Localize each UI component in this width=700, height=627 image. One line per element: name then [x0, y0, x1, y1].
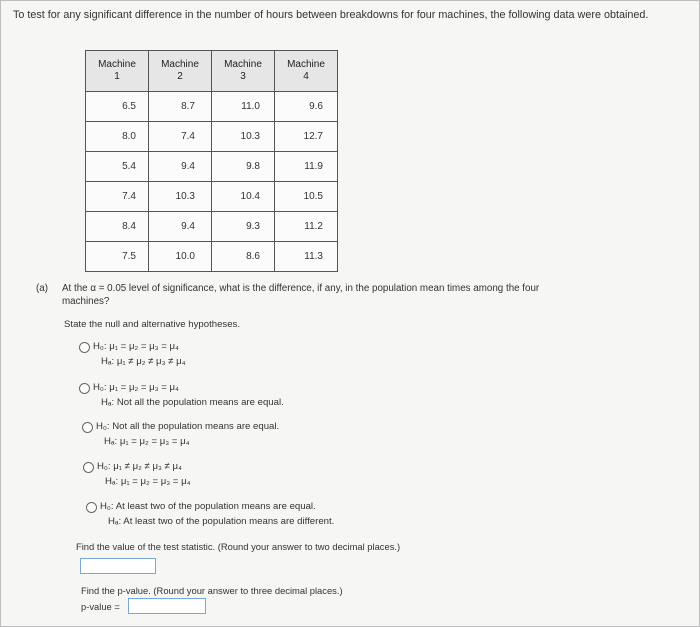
header-machine-2: Machine 2 [149, 51, 212, 92]
table-row [86, 92, 338, 122]
question-line-2: machines? [62, 296, 110, 307]
table-row [86, 242, 338, 272]
data-table [85, 50, 338, 272]
test-statistic-input[interactable] [80, 558, 156, 574]
option-ha: Hₐ: μ₁ = μ₂ = μ₃ = μ₄ [105, 476, 191, 487]
p-value-prompt: Find the p-value. (Round your answer to three decimal places.) [81, 585, 343, 596]
radio-button[interactable] [79, 342, 90, 353]
radio-button[interactable] [83, 462, 94, 473]
table-cell: 5.4 [86, 152, 149, 182]
table-cell: 9.8 [212, 152, 275, 182]
hypothesis-option-5[interactable] [100, 499, 334, 529]
table-row [86, 122, 338, 152]
table-cell: 12.7 [275, 122, 338, 152]
option-h0: H₀: At least two of the population means are equal. [100, 501, 316, 512]
table-cell: 9.4 [149, 152, 212, 182]
hypothesis-option-3[interactable] [96, 419, 279, 449]
hypotheses-instruction: State the null and alternative hypotheses. [64, 319, 241, 330]
header-machine-4: Machine 4 [275, 51, 338, 92]
table-cell: 9.4 [149, 212, 212, 242]
header-machine-1: Machine 1 [86, 51, 149, 92]
table-cell: 7.4 [149, 122, 212, 152]
p-value-input[interactable] [128, 598, 206, 614]
table-row [86, 182, 338, 212]
table-cell: 6.5 [86, 92, 149, 122]
table-cell: 10.4 [212, 182, 275, 212]
table-cell: 10.3 [149, 182, 212, 212]
radio-button[interactable] [86, 502, 97, 513]
option-h0: H₀: Not all the population means are equal. [96, 421, 280, 432]
table-cell: 11.2 [275, 212, 338, 242]
option-ha: Hₐ: μ₁ = μ₂ = μ₃ = μ₄ [104, 436, 190, 447]
part-a-question [36, 282, 656, 308]
hypothesis-option-2[interactable] [93, 380, 284, 410]
option-ha: Hₐ: At least two of the population means are different. [108, 516, 335, 527]
table-cell: 8.6 [212, 242, 275, 272]
question-line-1: At the α = 0.05 level of significance, what is the difference, if any, in the population mean times among the four [62, 283, 540, 294]
hypothesis-option-4[interactable] [97, 459, 191, 489]
option-h0: H₀: μ₁ ≠ μ₂ ≠ μ₃ ≠ μ₄ [97, 461, 182, 472]
hypothesis-option-1[interactable] [93, 339, 186, 369]
table-cell: 10.3 [212, 122, 275, 152]
table-cell: 8.0 [86, 122, 149, 152]
table-cell: 7.5 [86, 242, 149, 272]
table-cell: 8.4 [86, 212, 149, 242]
radio-button[interactable] [79, 383, 90, 394]
radio-button[interactable] [82, 422, 93, 433]
table-cell: 9.3 [212, 212, 275, 242]
table-cell: 8.7 [149, 92, 212, 122]
header-machine-3: Machine 3 [212, 51, 275, 92]
table-cell: 9.6 [275, 92, 338, 122]
table-cell: 10.0 [149, 242, 212, 272]
table-row [86, 212, 338, 242]
table-cell: 10.5 [275, 182, 338, 212]
part-a-label: (a) [36, 283, 48, 294]
intro-text: To test for any significant difference in the number of hours between breakdowns for four machines, the following data were obtained. [13, 9, 649, 21]
table-cell: 11.3 [275, 242, 338, 272]
table-cell: 11.9 [275, 152, 338, 182]
option-ha: Hₐ: Not all the population means are equal. [101, 397, 284, 408]
p-value-label: p-value = [81, 601, 120, 612]
option-h0: H₀: μ₁ = μ₂ = μ₃ = μ₄ [93, 382, 179, 393]
table-cell: 7.4 [86, 182, 149, 212]
option-ha: Hₐ: μ₁ ≠ μ₂ ≠ μ₃ ≠ μ₄ [101, 356, 186, 367]
table-row [86, 152, 338, 182]
test-statistic-prompt: Find the value of the test statistic. (Round your answer to two decimal places.) [76, 541, 401, 552]
option-h0: H₀: μ₁ = μ₂ = μ₃ = μ₄ [93, 341, 179, 352]
table-cell: 11.0 [212, 92, 275, 122]
